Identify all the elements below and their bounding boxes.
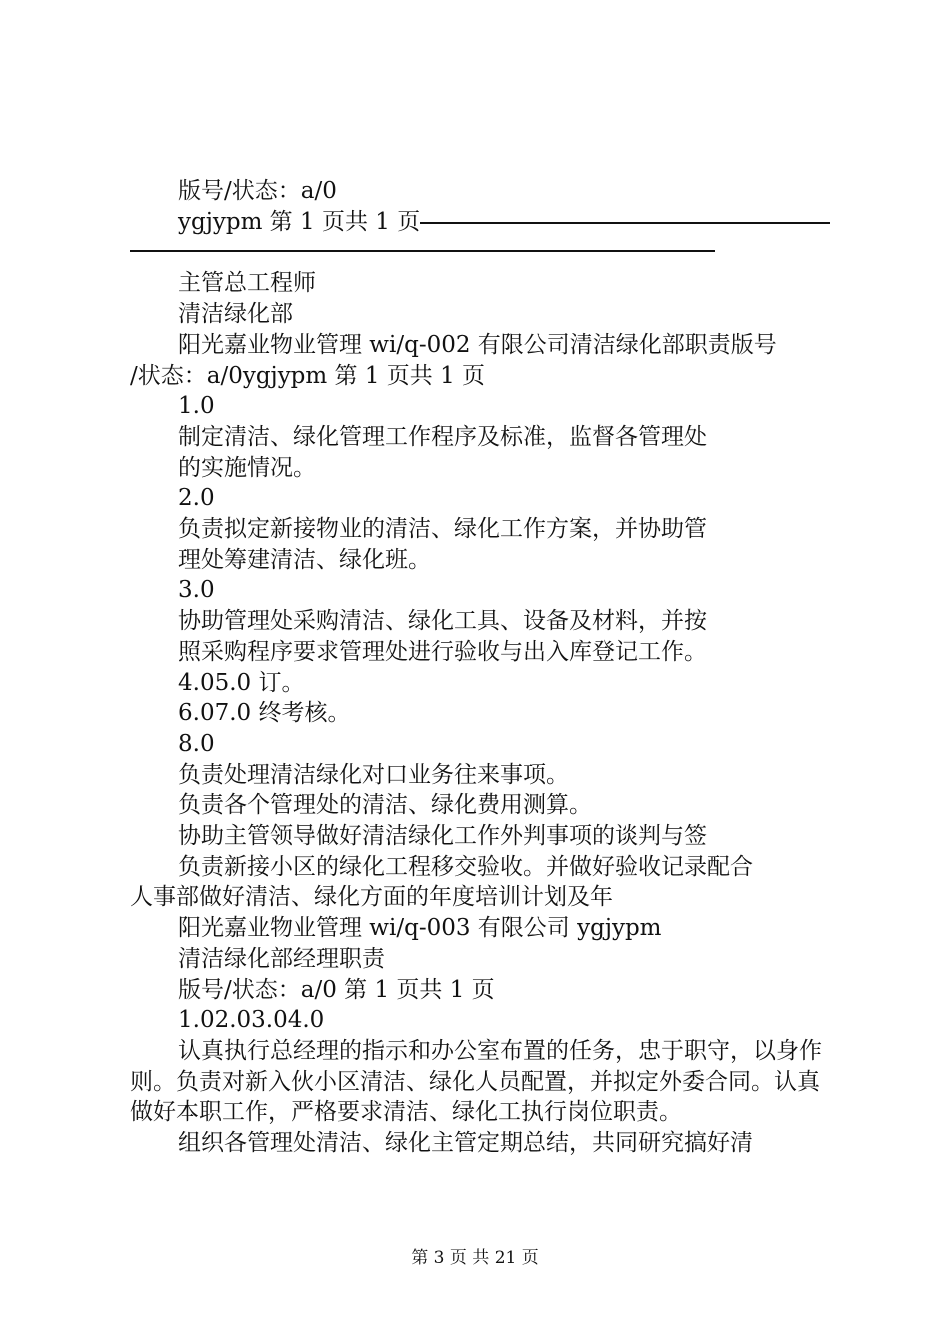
body-paragraph: 认真执行总经理的指示和办公室布置的任务，忠于职守，以身作则。负责对新入伙小区清洁、绿化人员配置，并拟定外委合同。认真做好本职工作，严格要求清洁、绿化工执行岗位职责。 <box>130 1037 822 1126</box>
text-line: 版号/状态：a/0 第 1 页共 1 页 <box>178 976 495 1003</box>
header-separator-full <box>130 250 715 252</box>
section-number: 8.0 <box>178 730 215 757</box>
text-line: 主管总工程师 <box>178 270 316 297</box>
header-page-text: ygjypm 第 1 页共 1 页 <box>178 208 421 235</box>
text-line: 负责各个管理处的清洁、绿化费用测算。 <box>178 792 592 819</box>
text-line: 人事部做好清洁、绿化方面的年度培训计划及年 <box>130 884 613 911</box>
text-line: 阳光嘉业物业管理 wi/q-003 有限公司 ygjypm <box>178 915 662 942</box>
text-line: 的实施情况。 <box>178 454 316 481</box>
text-line: 6.07.0 终考核。 <box>178 700 351 727</box>
text-line: 负责拟定新接物业的清洁、绿化工作方案，并协助管 <box>178 516 707 543</box>
text-line: 阳光嘉业物业管理 wi/q-002 有限公司清洁绿化部职责版号 <box>178 331 777 358</box>
document-body <box>130 176 830 1159</box>
section-number: 1.0 <box>178 393 215 420</box>
text-line: 协助管理处采购清洁、绿化工具、设备及材料，并按 <box>178 608 707 635</box>
text-line: 协助主管领导做好清洁绿化工作外判事项的谈判与签 <box>178 823 707 850</box>
text-line: 负责新接小区的绿化工程移交验收。并做好验收记录配合 <box>178 853 753 880</box>
text-line: 清洁绿化部经理职责 <box>178 945 385 972</box>
text-line: 负责处理清洁绿化对口业务往来事项。 <box>178 761 569 788</box>
text-line: 照采购程序要求管理处进行验收与出入库登记工作。 <box>178 638 707 665</box>
header-separator <box>420 222 830 224</box>
section-number: 2.0 <box>178 485 215 512</box>
header-page-line <box>130 207 830 238</box>
section-number: 1.02.03.04.0 <box>178 1007 325 1034</box>
text-line: 理处筹建清洁、绿化班。 <box>178 546 431 573</box>
header-version-line: 版号/状态：a/0 <box>178 178 337 204</box>
text-line: 清洁绿化部 <box>178 301 293 328</box>
text-line: 4.05.0 订。 <box>178 669 305 696</box>
section-number: 3.0 <box>178 577 215 604</box>
body-paragraph: 组织各管理处清洁、绿化主管定期总结，共同研究搞好清 <box>178 1130 753 1157</box>
text-line: 制定清洁、绿化管理工作程序及标准，监督各管理处 <box>178 423 707 450</box>
page-footer: 第 3 页 共 21 页 <box>411 1248 539 1268</box>
text-line: /状态：a/0ygjypm 第 1 页共 1 页 <box>130 362 486 389</box>
